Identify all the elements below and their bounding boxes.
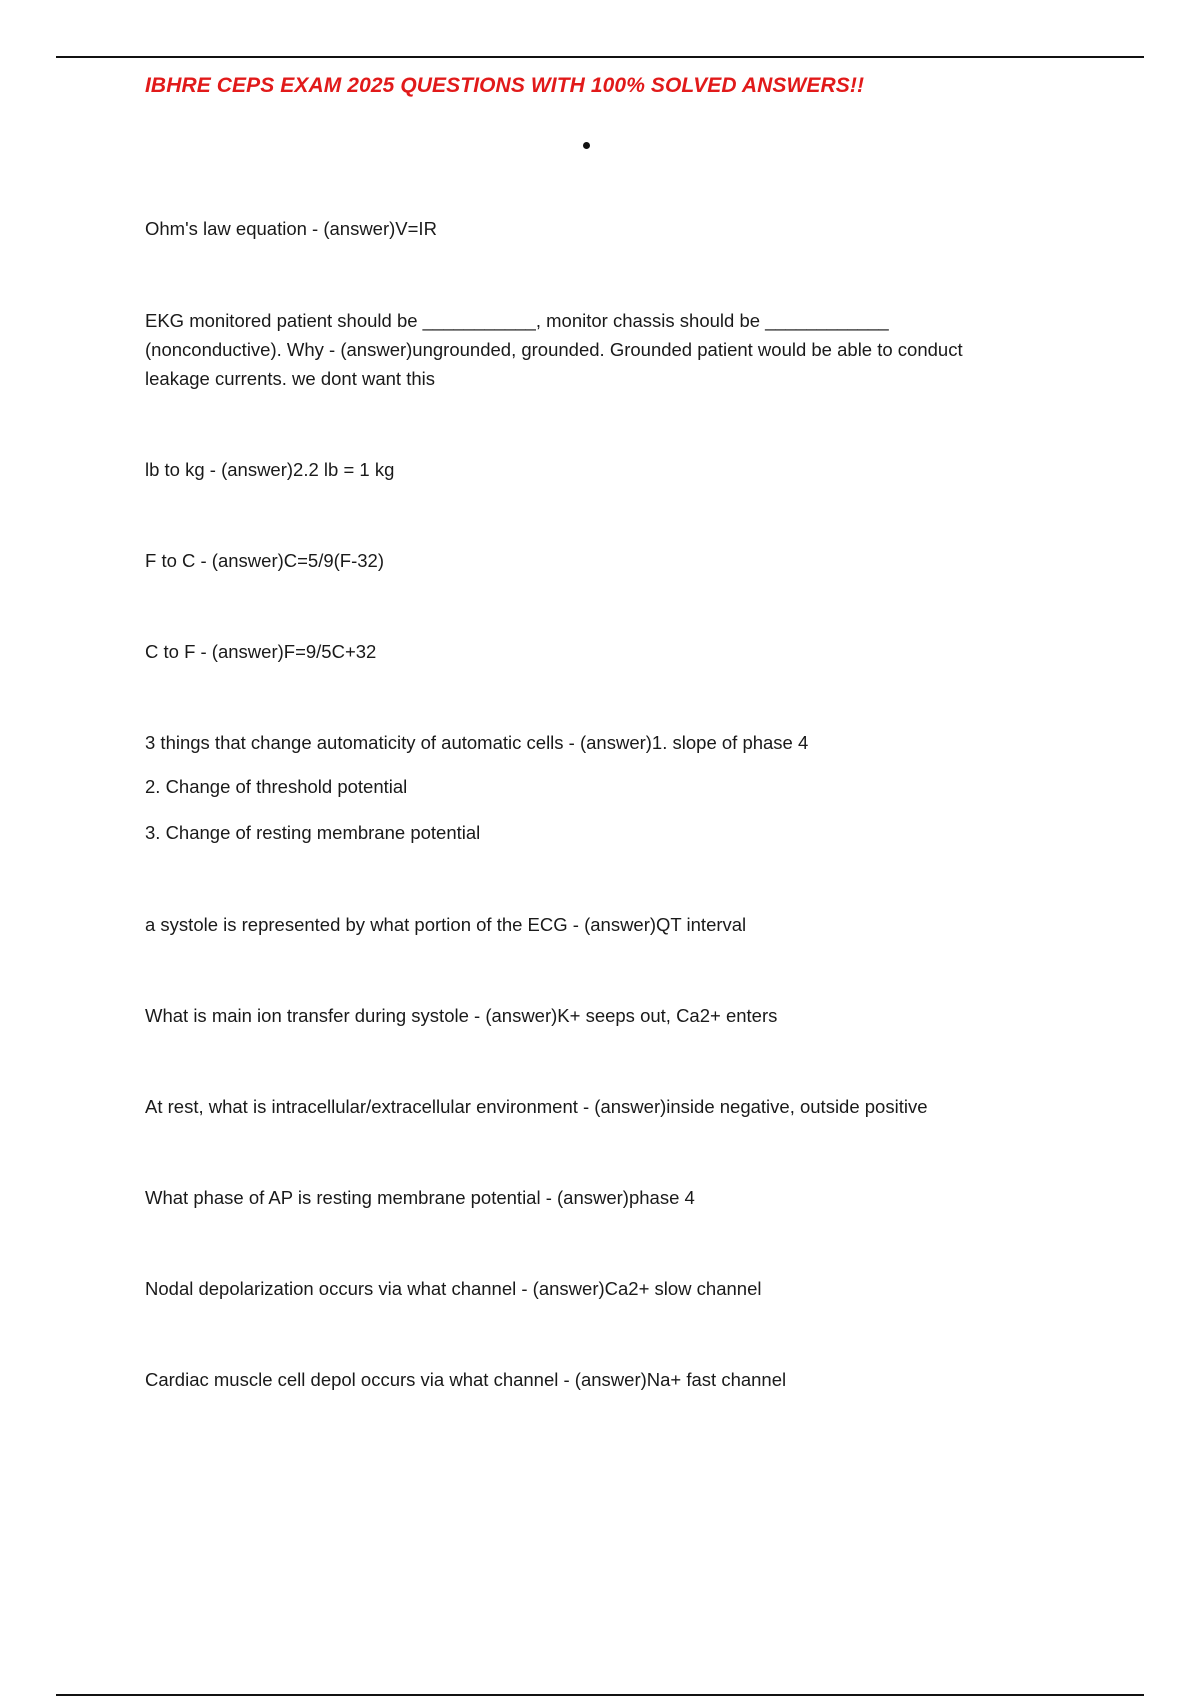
qa-item-f-to-c: F to C - (answer)C=5/9(F-32) — [145, 550, 385, 571]
qa-item-ap-phase: What phase of AP is resting membrane potential - (answer)phase 4 — [145, 1187, 695, 1208]
qa-item-cardiac-depol: Cardiac muscle cell depol occurs via what channel - (answer)Na+ fast channel — [145, 1369, 787, 1390]
header-rule — [56, 56, 1144, 58]
qa-item-nodal-depol: Nodal depolarization occurs via what channel - (answer)Ca2+ slow channel — [145, 1278, 762, 1299]
qa-item-automaticity: 3 things that change automaticity of automatic cells - (answer)1. slope of phase 4 — [145, 732, 809, 753]
qa-item-lb-to-kg: lb to kg - (answer)2.2 lb = 1 kg — [145, 459, 395, 480]
qa-item-automaticity-sub-2: 2. Change of threshold potential — [145, 776, 408, 797]
qa-item-systole-ecg: a systole is represented by what portion of the ECG - (answer)QT interval — [145, 914, 747, 935]
qa-item-c-to-f: C to F - (answer)F=9/5C+32 — [145, 641, 377, 662]
qa-item-rest-environment: At rest, what is intracellular/extracellular environment - (answer)inside negative, outside positive — [145, 1096, 928, 1117]
document-title: IBHRE CEPS EXAM 2025 QUESTIONS WITH 100% SOLVED ANSWERS!! — [145, 74, 865, 97]
qa-item-ekg-line-3: leakage currents. we dont want this — [145, 368, 435, 389]
qa-item-ekg-grounding — [145, 306, 1075, 393]
qa-item-automaticity-sub-3: 3. Change of resting membrane potential — [145, 822, 481, 843]
qa-item-ekg-line-1: EKG monitored patient should be ___________, monitor chassis should be ____________ — [145, 310, 889, 331]
qa-item-ion-transfer: What is main ion transfer during systole - (answer)K+ seeps out, Ca2+ enters — [145, 1005, 778, 1026]
footer-rule — [56, 1694, 1144, 1696]
qa-item-ohms-law: Ohm's law equation - (answer)V=IR — [145, 218, 437, 239]
bullet-icon — [583, 142, 590, 149]
qa-item-ekg-line-2: (nonconductive). Why - (answer)ungrounded, grounded. Grounded patient would be able to conduct — [145, 339, 963, 360]
